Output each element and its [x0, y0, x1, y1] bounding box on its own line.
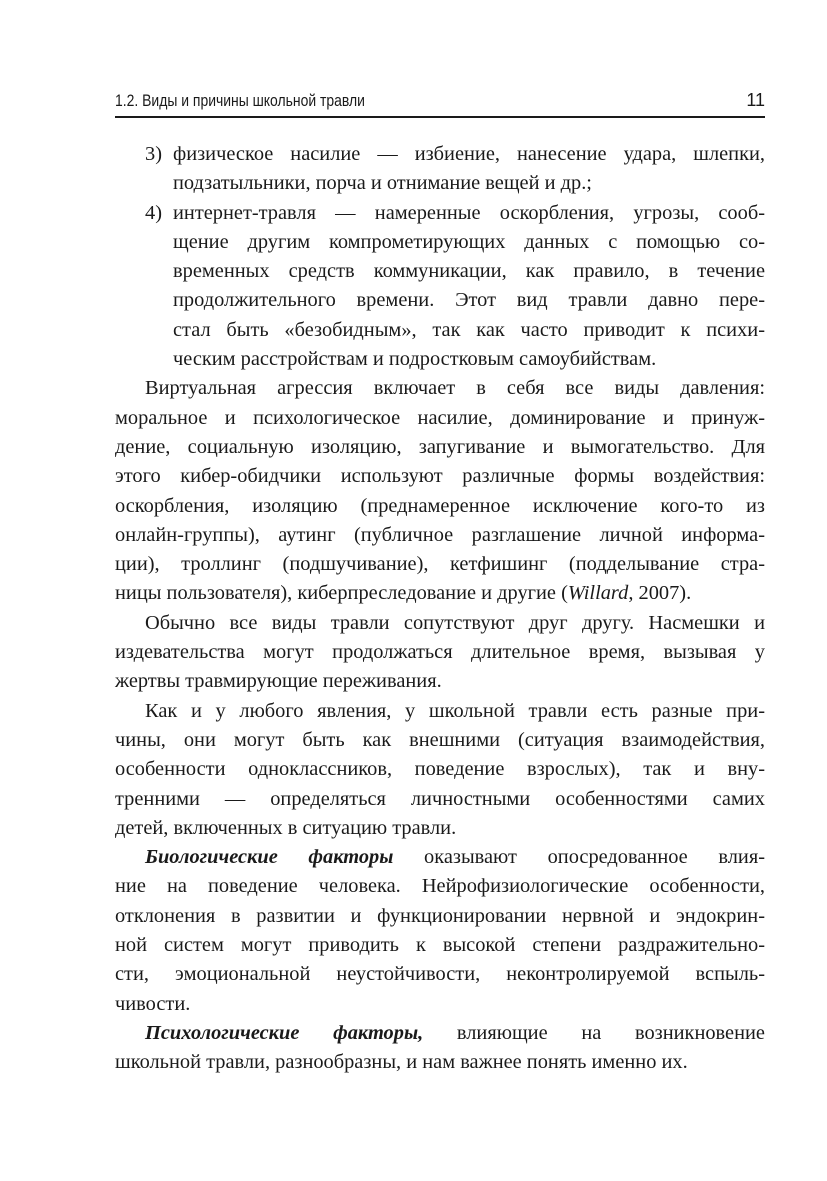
text-line: ной систем могут приводить к высокой степени раздражительно-: [115, 934, 765, 957]
text-line: ние на поведение человека. Нейрофизиологические особенности,: [115, 875, 765, 898]
paragraph-biological-factors: [115, 843, 765, 1019]
text-line: [115, 843, 765, 872]
list-item-3: [115, 140, 765, 199]
page-number: 11: [746, 90, 765, 110]
text-line: ческим расстройствам и подростковым самоубийствам.: [173, 348, 657, 371]
term-biological-factors: Биологические факторы: [145, 846, 394, 869]
text-line: школьной травли, разнообразны, и нам важнее понять именно их.: [115, 1051, 688, 1074]
text-line: отклонения в развитии и функционировании нервной и эндокрин-: [115, 904, 765, 927]
citation-author: Willard: [567, 582, 629, 605]
text-line: временных средств коммуникации, как правило, в течение: [173, 260, 765, 283]
text-run: , 2007).: [628, 582, 692, 605]
text-line: издевательства могут продолжаться длительное время, вызывая у: [115, 641, 765, 664]
text-line: щение другим компрометирующих данных с помощью со-: [173, 230, 765, 253]
text-line: [115, 1019, 765, 1048]
list-item-4: [115, 199, 765, 375]
paragraph-psychological-factors: [115, 1019, 765, 1078]
text-line: дение, социальную изоляцию, запугивание и вымогательство. Для: [115, 435, 765, 458]
text-line: Виртуальная агрессия включает в себя все виды давления:: [145, 377, 765, 400]
text-line: интернет-травля — намеренные оскорбления, угрозы, сооб-: [173, 201, 765, 224]
term-psychological-factors: Психологические факторы,: [145, 1021, 424, 1044]
running-head: 1.2. Виды и причины школьной травли: [115, 91, 365, 110]
text-line: чины, они могут быть как внешними (ситуация взаимодействия,: [115, 728, 765, 751]
text-line: чивости.: [115, 992, 191, 1015]
text-line: [115, 579, 765, 608]
paragraph-virtual-aggression: [115, 374, 765, 608]
text-line: ции), троллинг (подшучивание), кетфишинг (подделывание стра-: [115, 553, 765, 576]
text-line: особенности одноклассников, поведение взрослых), так и вну-: [115, 758, 765, 781]
text-run: оказывают опосредованное влия-: [393, 846, 765, 869]
text-line: стал быть «безобидным», так как часто приводит к психи-: [173, 318, 765, 341]
page-header: [115, 88, 765, 118]
text-line: детей, включенных в ситуацию травли.: [115, 816, 457, 839]
text-line: жертвы травмирующие переживания.: [115, 670, 442, 693]
paragraph-causes: [115, 697, 765, 843]
text-line: этого кибер-обидчики используют различные формы воздействия:: [115, 465, 765, 488]
paragraph-bullying-types: [115, 609, 765, 697]
text-line: тренними — определяться личностными особенностями самих: [115, 787, 765, 810]
text-line: оскорбления, изоляцию (преднамеренное исключение кого-то из: [115, 494, 765, 517]
list-number: 4): [145, 201, 162, 224]
text-run: влияющие на возникновение: [423, 1021, 765, 1044]
text-line: Обычно все виды травли сопутствуют друг другу. Насмешки и: [145, 611, 765, 634]
text-line: физическое насилие — избиение, нанесение удара, шлепки,: [173, 143, 765, 165]
text-line: подзатыльники, порча и отнимание вещей и др.;: [173, 172, 592, 195]
text-line: онлайн-группы), аутинг (публичное разглашение личной информа-: [115, 523, 765, 546]
text-line: продолжительного времени. Этот вид травли давно пере-: [173, 289, 765, 312]
text-run: ницы пользователя), киберпреследование и другие (: [115, 582, 568, 605]
list-number: 3): [145, 143, 162, 165]
text-line: сти, эмоциональной неустойчивости, неконтролируемой вспыль-: [115, 963, 765, 986]
text-line: моральное и психологическое насилие, доминирование и принуж-: [115, 406, 765, 429]
body-text: [115, 140, 765, 1078]
text-line: Как и у любого явления, у школьной травли есть разные при-: [145, 699, 765, 722]
